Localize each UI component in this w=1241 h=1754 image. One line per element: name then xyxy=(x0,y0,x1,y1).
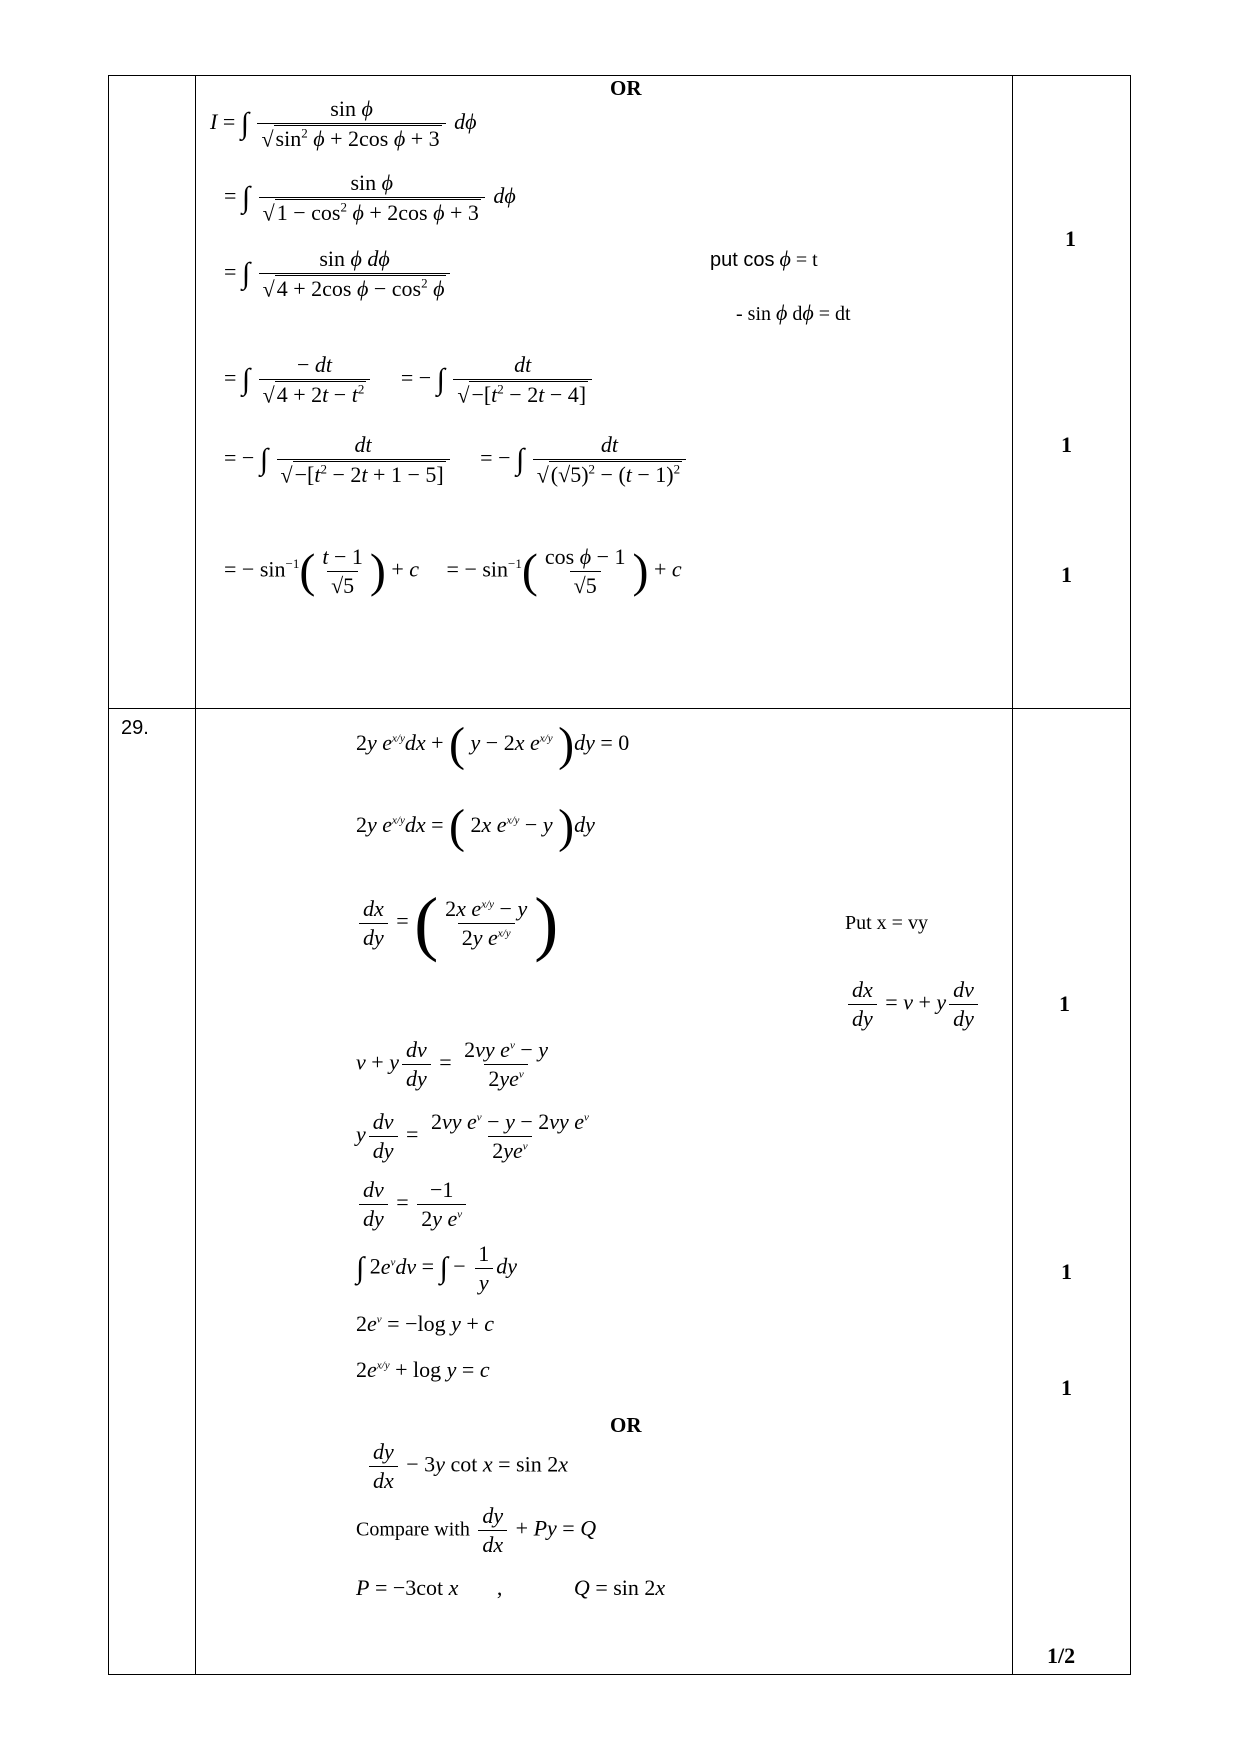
equation-line: $2e^v = -\log$ y + c xyxy=(356,1311,495,1336)
mark: 1 xyxy=(1061,1375,1072,1400)
equation-line: $\frac{dv}{dy}$ = $\frac{-1}{2y e^v}$ xyxy=(356,1179,469,1230)
equation-line: y $\frac{dv}{dy}$ = $\frac{2vy e^v - y - 2vy e^v}{2ye^v}$ xyxy=(356,1109,589,1163)
equation-line: I = ∫ $\frac{\text{sin ϕ}}{√\sin^2 \phi + 2\cos \phi + 3}$ dϕ xyxy=(210,96,477,152)
mark: 1 xyxy=(1059,991,1070,1016)
equation-line: = − $\sin^{-1}$( $\frac{t - 1}{√5}$ ) + c = − $\sin^{-1}$( $\frac{\text{cos ϕ − 1}}{√5}$ ) + c xyxy=(224,544,682,598)
equation-line: $\frac{dx}{dy}$ = ( $\frac{2x e^{x/y} - y}{2y e^{x/y}}$ ) xyxy=(356,887,558,959)
marks-cell-q29 xyxy=(1013,709,1131,1675)
or-heading: OR xyxy=(610,76,642,100)
row-q29 xyxy=(109,709,1131,1675)
phi-symbol: ϕ xyxy=(776,300,788,325)
equation-line: 2y $e^{x/y}dx$ + ( y − 2x $e^{x/y}$ )dy = 0 xyxy=(356,718,630,771)
question-number: 29. xyxy=(121,717,149,739)
solution-cell-q29 xyxy=(196,709,1013,1675)
mark: 1 xyxy=(1061,1259,1072,1284)
mark: 1 xyxy=(1065,226,1076,251)
marks-cell-q28 xyxy=(1013,76,1131,709)
mark: 1/2 xyxy=(1047,1643,1076,1668)
equation-line: Compare with $\frac{dy}{dx}$ + Py = Q xyxy=(356,1503,597,1557)
question-number-cell xyxy=(109,709,196,1675)
phi-symbol: ϕ xyxy=(779,246,791,271)
derivative-note: $\frac{dx}{dy}$ = v + y $\frac{dv}{dy}$ xyxy=(845,979,981,1030)
phi-symbol: ϕ xyxy=(802,300,814,325)
equation-line: $\frac{dy}{dx}$ − 3y cot x = sin 2x xyxy=(366,1441,568,1492)
solution-cell-q28 xyxy=(196,76,1013,709)
substitution-note: Put x = vy xyxy=(845,912,928,934)
equation-line: 2y $e^{x/y}dx$ = ( 2x $e^{x/y} - y$ )dy xyxy=(356,800,595,853)
differential-note: - sin ϕ dϕ = dt xyxy=(736,300,851,325)
row-q28-or xyxy=(109,76,1131,709)
equation-line: v + y $\frac{dv}{dy}$ = $\frac{2vy e^v - y}{2ye^v}$ xyxy=(356,1037,549,1091)
mark: 1 xyxy=(1061,562,1072,587)
marking-scheme-table xyxy=(108,75,1131,1675)
equation-line: P = −3cot x , Q = sin 2x xyxy=(356,1575,666,1600)
equation-line: = ∫ $\frac{\text{sin ϕ}}{√1 - \cos^2 \phi + 2\cos \phi + 3}$ dϕ xyxy=(224,170,516,226)
equation-line: = − ∫ $\frac{dt}{√-[t^2 - 2t + 1 - 5]}$ = − ∫ $\frac{dt}{√(√5)^2 - (t - 1)^2}$ xyxy=(224,434,689,486)
or-heading: OR xyxy=(610,1413,642,1437)
substitution-note: put cos ϕ = t xyxy=(710,246,818,271)
equation-line: = ∫ $\frac{\text{sin ϕ dϕ}}{√4 + 2\cos \phi - \cos^2 \phi}$ xyxy=(224,248,453,300)
equation-line: = ∫ $\frac{- dt}{√4 + 2t - t^2}$ = − ∫ $\frac{dt}{√-[t^2 - 2t - 4]}$ xyxy=(224,354,595,406)
equation-line: ∫ $2e^vdv$ = ∫ − $\frac{1}{y}$ dy xyxy=(356,1241,517,1295)
equation-line: $2e^{x/y} + \log y = c$ xyxy=(356,1357,490,1382)
mark: 1 xyxy=(1061,432,1072,457)
question-number-cell xyxy=(109,76,196,709)
